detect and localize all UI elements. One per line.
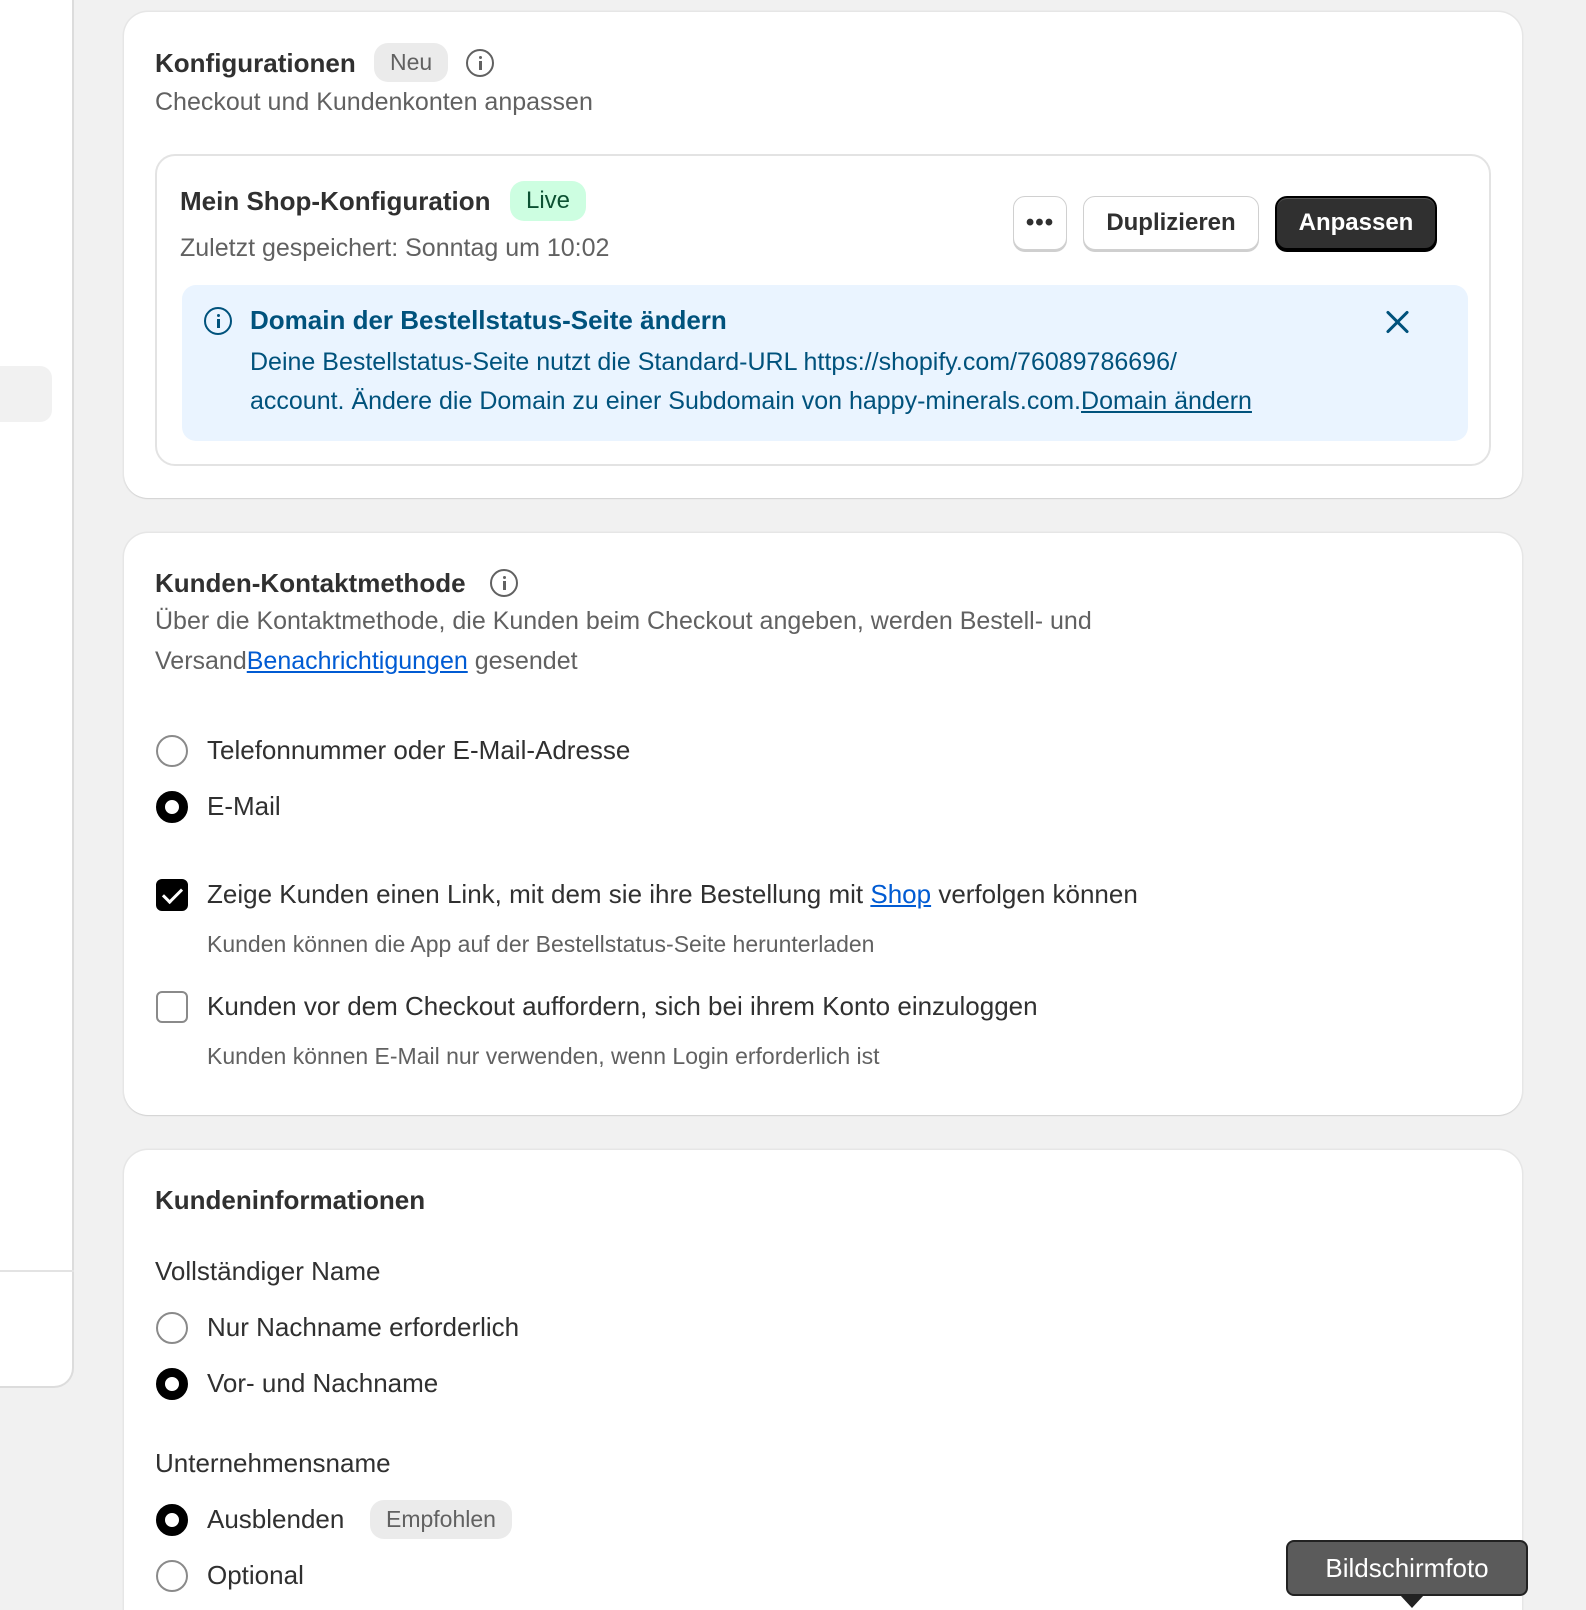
more-actions-button[interactable]: ••• xyxy=(1013,196,1067,250)
banner-info-icon xyxy=(204,307,232,335)
require-login-help: Kunden können E-Mail nur verwenden, wenn Login erforderlich ist xyxy=(207,1043,880,1069)
info-icon[interactable] xyxy=(466,49,494,77)
shop-configuration-panel xyxy=(155,154,1491,466)
company-name-label: Unternehmensname xyxy=(155,1448,391,1478)
radio-optional-company[interactable] xyxy=(156,1560,188,1592)
contact-description-line1: Über die Kontaktmethode, die Kunden beim Checkout angeben, werden Bestell- und xyxy=(155,607,1092,635)
full-name-label: Vollständiger Name xyxy=(155,1256,381,1286)
banner-text-line2: account. Ändere die Domain zu einer Subdomain von happy-minerals.com.Domain ändern xyxy=(250,387,1252,415)
left-sidebar xyxy=(0,0,74,1388)
sidebar-selected-item[interactable] xyxy=(0,366,52,422)
shop-link[interactable]: Shop xyxy=(870,879,932,909)
last-name-only-label: Nur Nachname erforderlich xyxy=(207,1312,520,1342)
change-domain-link[interactable]: Domain ändern xyxy=(1081,387,1252,415)
domain-info-banner xyxy=(182,285,1468,441)
configurations-card xyxy=(124,12,1522,498)
hide-company-label: Ausblenden xyxy=(207,1504,345,1534)
radio-email[interactable] xyxy=(156,791,188,823)
new-badge: Neu xyxy=(374,43,448,82)
shop-tracking-help: Kunden können die App auf der Bestellstatus-Seite herunterladen xyxy=(207,931,875,957)
radio-hide-company[interactable] xyxy=(156,1504,188,1536)
configurations-title: Konfigurationen xyxy=(155,48,356,78)
checkbox-shop-tracking[interactable] xyxy=(156,879,188,911)
contact-method-title: Kunden-Kontaktmethode xyxy=(155,568,466,598)
customize-button[interactable]: Anpassen xyxy=(1275,196,1437,250)
banner-title: Domain der Bestellstatus-Seite ändern xyxy=(250,305,727,335)
contact-description-line2: VersandBenachrichtigungen gesendet xyxy=(155,647,578,675)
live-status-badge: Live xyxy=(510,181,586,221)
radio-last-name-only[interactable] xyxy=(156,1312,188,1344)
banner-text-line1: Deine Bestellstatus-Seite nutzt die Standard-URL https://shopify.com/76089786696/ xyxy=(250,348,1177,376)
sidebar-divider xyxy=(0,1270,74,1272)
option-phone-or-email-label: Telefonnummer oder E-Mail-Adresse xyxy=(207,735,631,765)
recommended-badge: Empfohlen xyxy=(370,1500,512,1539)
optional-company-label: Optional xyxy=(207,1560,304,1590)
last-saved-text: Zuletzt gespeichert: Sonntag um 10:02 xyxy=(180,234,610,262)
contact-info-icon[interactable] xyxy=(490,569,518,597)
screenshot-tooltip: Bildschirmfoto xyxy=(1286,1540,1528,1596)
notifications-link[interactable]: Benachrichtigungen xyxy=(246,647,468,675)
radio-first-and-last-name[interactable] xyxy=(156,1368,188,1400)
shop-tracking-label: Zeige Kunden einen Link, mit dem sie ihre Bestellung mit Shop verfolgen können xyxy=(207,879,1138,909)
option-email-label: E-Mail xyxy=(207,791,281,821)
checkbox-require-login[interactable] xyxy=(156,991,188,1023)
radio-phone-or-email[interactable] xyxy=(156,735,188,767)
close-icon[interactable] xyxy=(1383,307,1413,337)
customer-info-title: Kundeninformationen xyxy=(155,1185,426,1215)
first-and-last-name-label: Vor- und Nachname xyxy=(207,1368,439,1398)
configurations-subtitle: Checkout und Kundenkonten anpassen xyxy=(155,88,593,116)
shop-config-name: Mein Shop-Konfiguration xyxy=(180,186,491,216)
duplicate-button[interactable]: Duplizieren xyxy=(1083,196,1259,250)
require-login-label: Kunden vor dem Checkout auffordern, sich bei ihrem Konto einzuloggen xyxy=(207,991,1038,1021)
contact-method-card xyxy=(124,533,1522,1115)
